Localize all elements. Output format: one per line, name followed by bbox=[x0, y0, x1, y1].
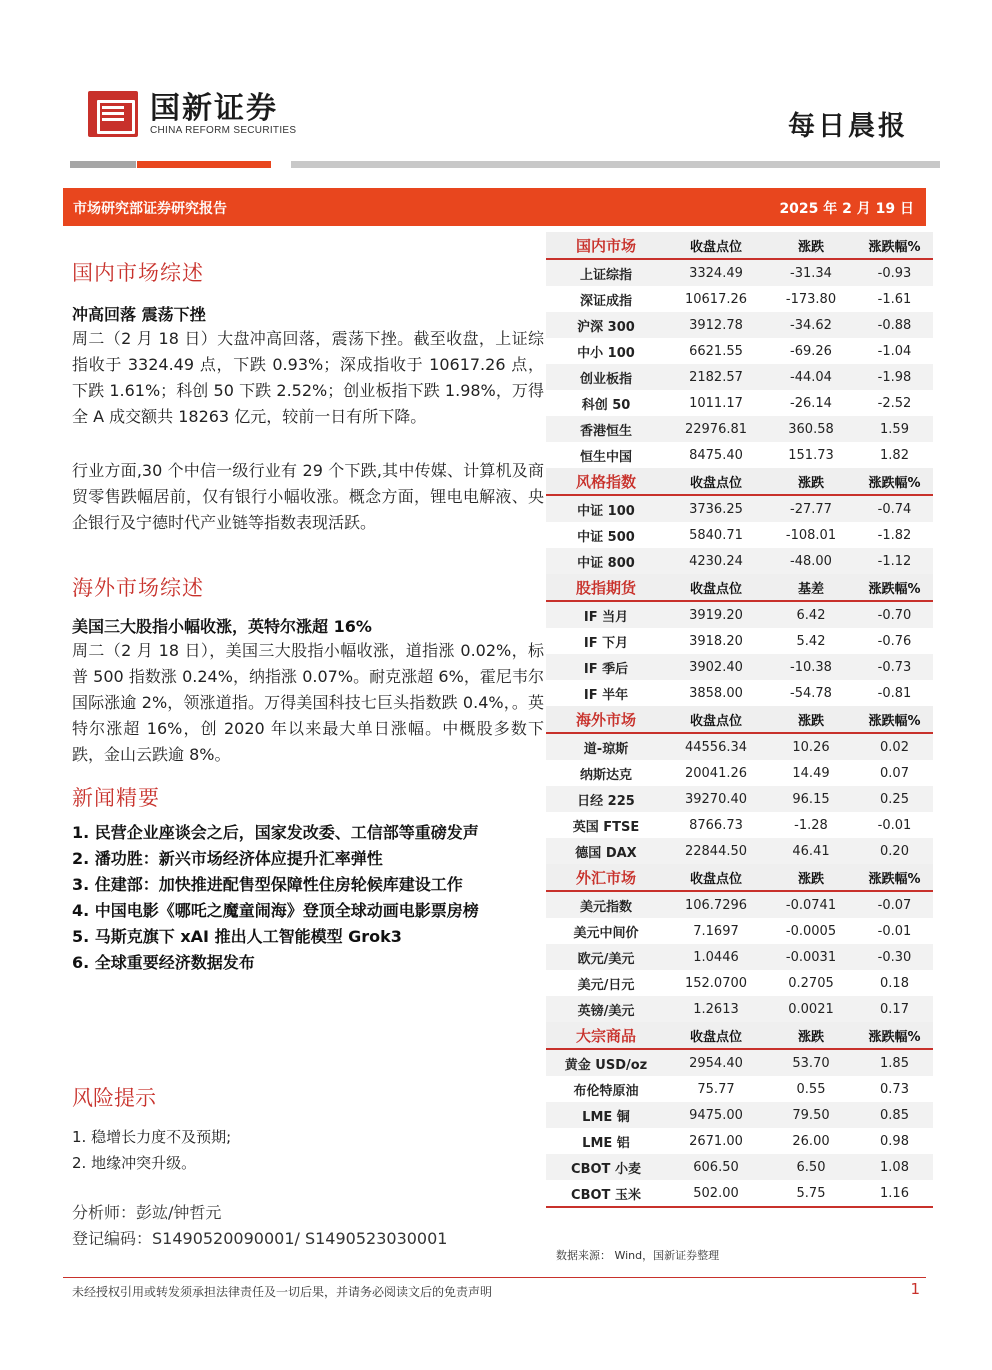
table-cell: 英国 FTSE bbox=[572, 819, 640, 835]
table-cell: IF 当月 bbox=[583, 609, 629, 625]
table-cell: -1.04 bbox=[877, 343, 912, 359]
table-cell: -31.34 bbox=[790, 265, 832, 281]
news-item: 4. 中国电影《哪吒之魔童闹海》登顶全球动画电影票房榜 bbox=[72, 901, 479, 920]
market-table bbox=[546, 1022, 933, 1208]
table-cell: 5.75 bbox=[796, 1185, 826, 1201]
table-row bbox=[546, 1102, 933, 1128]
domestic-title: 国内市场综述 bbox=[72, 261, 204, 285]
table-cell: -0.74 bbox=[877, 501, 912, 517]
table-cell: 10.26 bbox=[792, 739, 830, 755]
table-cell: 20041.26 bbox=[684, 765, 748, 781]
decor-bar-gray-right bbox=[291, 161, 940, 168]
decor-bar-gray-left bbox=[70, 161, 136, 168]
table-cell: 3324.49 bbox=[689, 265, 743, 281]
table-cell: -10.38 bbox=[790, 659, 832, 675]
table-cell: 纳斯达克 bbox=[579, 767, 632, 783]
table-cell: 44556.34 bbox=[684, 739, 748, 755]
table-row bbox=[546, 918, 933, 944]
table-row bbox=[546, 760, 933, 786]
table-row bbox=[546, 1076, 933, 1102]
table-cell: -26.14 bbox=[790, 395, 832, 411]
analyst-info bbox=[72, 1200, 447, 1252]
table-row bbox=[546, 1154, 933, 1180]
table-header-cell: 股指期货 bbox=[575, 578, 636, 597]
table-row bbox=[546, 892, 933, 918]
table-cell: 96.15 bbox=[792, 791, 830, 807]
table-cell: -0.93 bbox=[877, 265, 912, 281]
table-cell: -0.76 bbox=[877, 633, 912, 649]
overseas-title: 海外市场综述 bbox=[72, 576, 204, 600]
table-cell: 3858.00 bbox=[689, 685, 743, 701]
table-cell: -0.30 bbox=[877, 949, 912, 965]
table-cell: 上证综指 bbox=[579, 267, 632, 283]
table-row bbox=[546, 442, 933, 468]
table-cell: 黄金 USD/oz bbox=[564, 1057, 648, 1073]
table-cell: 8766.73 bbox=[689, 817, 743, 833]
table-cell: 3736.25 bbox=[689, 501, 743, 517]
table-row bbox=[546, 734, 933, 760]
table-cell: 0.25 bbox=[880, 791, 909, 807]
table-cell: IF 季后 bbox=[583, 661, 629, 677]
table-row bbox=[546, 416, 933, 442]
table-header-cell: 涨跌幅% bbox=[868, 871, 921, 887]
table-header-cell: 涨跌 bbox=[797, 713, 824, 729]
table-cell: 0.07 bbox=[880, 765, 909, 781]
table-cell: -0.0005 bbox=[785, 923, 837, 939]
table-row bbox=[546, 338, 933, 364]
market-data-tables bbox=[546, 232, 933, 1208]
table-row bbox=[546, 1128, 933, 1154]
table-cell: 5840.71 bbox=[689, 527, 743, 543]
table-cell: 2671.00 bbox=[689, 1133, 743, 1149]
table-header-cell: 海外市场 bbox=[575, 710, 636, 729]
table-row bbox=[546, 522, 933, 548]
table-header-cell: 收盘点位 bbox=[689, 713, 742, 729]
table-cell: 4230.24 bbox=[689, 553, 743, 569]
table-cell: 0.0021 bbox=[788, 1001, 834, 1017]
table-cell: -2.52 bbox=[877, 395, 912, 411]
table-cell: 8475.40 bbox=[689, 447, 743, 463]
table-cell: 1.16 bbox=[880, 1185, 909, 1201]
table-cell: 3912.78 bbox=[689, 317, 743, 333]
domestic-para-1: 周二（2 月 18 日）大盘冲高回落，震荡下挫。截至收盘，上证综指收于 3324.49 点，下跌 0.93%；深成指收于 10617.26 点，下跌 1.61%；科创 50 下跌 2.52%；创业板指下跌 1.98%，万得全 A 成交额共 18263 亿元，较前一日有所下降。 bbox=[72, 329, 544, 426]
table-cell: -44.04 bbox=[790, 369, 832, 385]
table-row bbox=[546, 286, 933, 312]
table-cell: -1.28 bbox=[794, 817, 828, 833]
market-table bbox=[546, 706, 933, 864]
risk-item: 2. 地缘冲突升级。 bbox=[72, 1154, 197, 1172]
table-cell: 中证 100 bbox=[577, 503, 635, 519]
table-cell: -48.00 bbox=[790, 553, 832, 569]
table-cell: -1.61 bbox=[877, 291, 912, 307]
table-cell: 106.7296 bbox=[684, 897, 748, 913]
table-cell: 2954.40 bbox=[689, 1055, 743, 1071]
news-item: 6. 全球重要经济数据发布 bbox=[72, 953, 255, 972]
table-cell: 美元中间价 bbox=[573, 925, 639, 941]
table-cell: 0.98 bbox=[880, 1133, 909, 1149]
brand-name-en: CHINA REFORM SECURITIES bbox=[150, 124, 297, 136]
table-cell: 7.1697 bbox=[693, 923, 739, 939]
table-cell: 0.02 bbox=[880, 739, 909, 755]
table-cell: 152.0700 bbox=[684, 975, 748, 991]
table-header-cell: 涨跌幅% bbox=[868, 713, 921, 729]
table-cell: 75.77 bbox=[697, 1081, 735, 1097]
table-cell: -0.07 bbox=[877, 897, 912, 913]
table-cell: 6.50 bbox=[796, 1159, 826, 1175]
table-header-cell: 涨跌 bbox=[797, 1029, 824, 1045]
table-cell: 香港恒生 bbox=[579, 423, 632, 439]
table-cell: 53.70 bbox=[792, 1055, 830, 1071]
news-title: 新闻精要 bbox=[72, 786, 160, 810]
footer-disclaimer: 未经授权引用或转发须承担法律责任及一切后果，并请务必阅读文后的免责声明 bbox=[72, 1285, 493, 1299]
market-table-header bbox=[546, 232, 933, 260]
table-row bbox=[546, 548, 933, 574]
table-header-cell: 涨跌 bbox=[797, 871, 824, 887]
table-cell: 布伦特原油 bbox=[573, 1083, 639, 1099]
table-header-cell: 外汇市场 bbox=[575, 868, 636, 887]
market-table bbox=[546, 574, 933, 706]
report-date: 2025 年 2 月 19 日 bbox=[779, 201, 914, 217]
table-row bbox=[546, 970, 933, 996]
overseas-para: 周二（2 月 18 日），美国三大股指小幅收涨，道指涨 0.02%，标普 500 指数涨 0.24%，纳指涨 0.07%。耐克涨超 6%，霍尼韦尔国际涨逾 2%，领涨道指。万得美国科技七巨头指数跌 0.4%，。英特尔涨超 16%，创 2020 年以来最大单日涨幅。中概股多数下跌，金山云跌逾 8%。 bbox=[72, 641, 544, 764]
table-cell: -0.81 bbox=[877, 685, 912, 701]
table-row bbox=[546, 680, 933, 706]
table-cell: 3902.40 bbox=[689, 659, 743, 675]
table-cell: -173.80 bbox=[785, 291, 837, 307]
table-cell: 360.58 bbox=[788, 421, 834, 437]
table-cell: 2182.57 bbox=[689, 369, 743, 385]
table-cell: 22976.81 bbox=[684, 421, 748, 437]
table-row bbox=[546, 312, 933, 338]
table-cell: 0.73 bbox=[880, 1081, 909, 1097]
table-row bbox=[546, 390, 933, 416]
table-cell: -1.12 bbox=[877, 553, 912, 569]
domestic-subtitle: 冲高回落 震荡下挫 bbox=[72, 305, 206, 324]
table-cell: 39270.40 bbox=[684, 791, 748, 807]
table-header-cell: 收盘点位 bbox=[689, 239, 742, 255]
table-cell: 道-琼斯 bbox=[583, 741, 629, 757]
table-row bbox=[546, 1180, 933, 1206]
table-cell: IF 下月 bbox=[583, 635, 629, 651]
table-cell: 22844.50 bbox=[684, 843, 748, 859]
table-cell: -0.70 bbox=[877, 607, 912, 623]
table-header-cell: 涨跌幅% bbox=[868, 581, 921, 597]
table-cell: CBOT 玉米 bbox=[571, 1187, 641, 1203]
table-cell: 26.00 bbox=[792, 1133, 830, 1149]
table-cell: 深证成指 bbox=[579, 293, 632, 309]
table-cell: -0.0741 bbox=[785, 897, 837, 913]
table-cell: 沪深 300 bbox=[577, 319, 635, 335]
table-header-cell: 涨跌幅% bbox=[868, 475, 921, 491]
domestic-para-2: 行业方面,30 个中信一级行业有 29 个下跌,其中传媒、计算机及商贸零售跌幅居前，仅有银行小幅收涨。概念方面，锂电电解液、央企银行及宁德时代产业链等指数表现活跃。 bbox=[72, 461, 544, 532]
footer-divider bbox=[63, 1277, 926, 1278]
doc-type-title: 每日晨报 bbox=[788, 111, 908, 142]
page-number: 1 bbox=[910, 1280, 920, 1298]
table-cell: 0.85 bbox=[880, 1107, 909, 1123]
table-header-cell: 收盘点位 bbox=[689, 1029, 742, 1045]
news-item: 1. 民营企业座谈会之后，国家发改委、工信部等重磅发声 bbox=[72, 823, 479, 842]
table-row bbox=[546, 260, 933, 286]
table-header-cell: 收盘点位 bbox=[689, 475, 742, 491]
brand-logo bbox=[88, 90, 296, 138]
market-table-header bbox=[546, 574, 933, 602]
table-cell: 美元指数 bbox=[579, 899, 632, 915]
table-cell: -0.0031 bbox=[785, 949, 837, 965]
table-cell: 46.41 bbox=[792, 843, 830, 859]
market-table-header bbox=[546, 864, 933, 892]
table-cell: 0.2705 bbox=[788, 975, 834, 991]
news-list bbox=[72, 820, 544, 976]
table-row bbox=[546, 364, 933, 390]
table-row bbox=[546, 628, 933, 654]
table-cell: 科创 50 bbox=[581, 397, 631, 413]
table-row bbox=[546, 1050, 933, 1076]
table-row bbox=[546, 996, 933, 1022]
table-cell: 恒生中国 bbox=[579, 449, 632, 465]
table-row bbox=[546, 496, 933, 522]
analyst-names: 分析师：彭竑/钟哲元 bbox=[72, 1203, 222, 1222]
market-table bbox=[546, 232, 933, 468]
table-cell: 6621.55 bbox=[689, 343, 743, 359]
table-header-cell: 涨跌幅% bbox=[868, 1029, 921, 1045]
table-cell: 德国 DAX bbox=[575, 845, 637, 861]
table-cell: 0.55 bbox=[796, 1081, 826, 1097]
table-cell: 中小 100 bbox=[577, 345, 635, 361]
news-item: 2. 潘功胜：新兴市场经济体应提升汇率弹性 bbox=[72, 849, 383, 868]
table-cell: -69.26 bbox=[790, 343, 832, 359]
table-header-cell: 基差 bbox=[797, 581, 824, 597]
market-table-header bbox=[546, 1022, 933, 1050]
table-cell: 14.49 bbox=[792, 765, 830, 781]
table-cell: 1.82 bbox=[880, 447, 909, 463]
market-table bbox=[546, 864, 933, 1022]
table-cell: LME 铝 bbox=[582, 1135, 630, 1151]
table-cell: 1.2613 bbox=[693, 1001, 739, 1017]
table-row bbox=[546, 812, 933, 838]
table-cell: -108.01 bbox=[785, 527, 837, 543]
table-cell: 502.00 bbox=[693, 1185, 739, 1201]
overseas-subtitle: 美国三大股指小幅收涨，英特尔涨超 16% bbox=[72, 617, 372, 636]
table-cell: 1.0446 bbox=[693, 949, 739, 965]
table-cell: -27.77 bbox=[790, 501, 832, 517]
report-dept: 市场研究部证券研究报告 bbox=[73, 201, 227, 217]
table-row bbox=[546, 654, 933, 680]
table-header-cell: 国内市场 bbox=[575, 236, 636, 255]
table-cell: 中证 800 bbox=[577, 555, 635, 571]
table-header-cell: 涨跌 bbox=[797, 239, 824, 255]
table-header-cell: 风格指数 bbox=[575, 472, 636, 491]
table-row bbox=[546, 838, 933, 864]
market-table bbox=[546, 468, 933, 574]
table-cell: 3919.20 bbox=[689, 607, 743, 623]
decor-bar-red bbox=[137, 161, 271, 168]
table-cell: 6.42 bbox=[796, 607, 826, 623]
table-cell: 1.85 bbox=[880, 1055, 909, 1071]
brand-name-cn: 国新证券 bbox=[150, 90, 278, 126]
table-cell: 美元/日元 bbox=[577, 977, 635, 993]
market-table-header bbox=[546, 706, 933, 734]
table-cell: IF 半年 bbox=[583, 687, 629, 703]
table-cell: -34.62 bbox=[790, 317, 832, 333]
table-header-cell: 大宗商品 bbox=[575, 1026, 636, 1045]
table-cell: -0.88 bbox=[877, 317, 912, 333]
table-cell: CBOT 小麦 bbox=[571, 1161, 641, 1177]
news-item: 3. 住建部：加快推进配售型保障性住房轮候库建设工作 bbox=[72, 875, 463, 894]
table-cell: 1011.17 bbox=[689, 395, 743, 411]
table-cell: 151.73 bbox=[788, 447, 834, 463]
analyst-reg-code: 登记编码：S1490520090001/ S1490523030001 bbox=[72, 1229, 448, 1248]
table-header-cell: 涨跌幅% bbox=[868, 239, 921, 255]
news-item: 5. 马斯克旗下 xAI 推出人工智能模型 Grok3 bbox=[72, 927, 402, 946]
table-row bbox=[546, 786, 933, 812]
brand-logo-mark bbox=[88, 91, 138, 137]
table-cell: -0.01 bbox=[877, 923, 912, 939]
table-cell: 1.08 bbox=[880, 1159, 909, 1175]
table-cell: 79.50 bbox=[792, 1107, 830, 1123]
table-cell: 0.17 bbox=[880, 1001, 909, 1017]
table-cell: 中证 500 bbox=[577, 529, 635, 545]
table-cell: LME 铜 bbox=[582, 1109, 630, 1125]
table-cell: 创业板指 bbox=[579, 371, 632, 387]
table-cell: 3918.20 bbox=[689, 633, 743, 649]
table-cell: -1.82 bbox=[877, 527, 912, 543]
risk-title: 风险提示 bbox=[72, 1086, 156, 1110]
data-source: 数据来源： Wind，国新证券整理 bbox=[556, 1249, 720, 1262]
table-cell: -54.78 bbox=[790, 685, 832, 701]
table-header-cell: 收盘点位 bbox=[689, 871, 742, 887]
table-cell: -0.73 bbox=[877, 659, 912, 675]
risk-item: 1. 稳增长力度不及预期; bbox=[72, 1128, 232, 1146]
table-cell: 欧元/美元 bbox=[577, 951, 635, 967]
report-header-band bbox=[63, 188, 926, 226]
table-cell: -0.01 bbox=[877, 817, 912, 833]
table-cell: 606.50 bbox=[693, 1159, 739, 1175]
table-cell: 0.20 bbox=[880, 843, 909, 859]
table-cell: 9475.00 bbox=[689, 1107, 743, 1123]
table-cell: 英镑/美元 bbox=[577, 1003, 635, 1019]
table-cell: 日经 225 bbox=[577, 793, 635, 809]
table-header-cell: 收盘点位 bbox=[689, 581, 742, 597]
market-table-header bbox=[546, 468, 933, 496]
table-cell: 10617.26 bbox=[684, 291, 748, 307]
table-cell: -1.98 bbox=[877, 369, 912, 385]
table-cell: 5.42 bbox=[796, 633, 826, 649]
table-header-cell: 涨跌 bbox=[797, 475, 824, 491]
table-row bbox=[546, 602, 933, 628]
table-cell: 1.59 bbox=[880, 421, 909, 437]
risk-list bbox=[72, 1124, 231, 1176]
table-cell: 0.18 bbox=[880, 975, 909, 991]
table-row bbox=[546, 944, 933, 970]
